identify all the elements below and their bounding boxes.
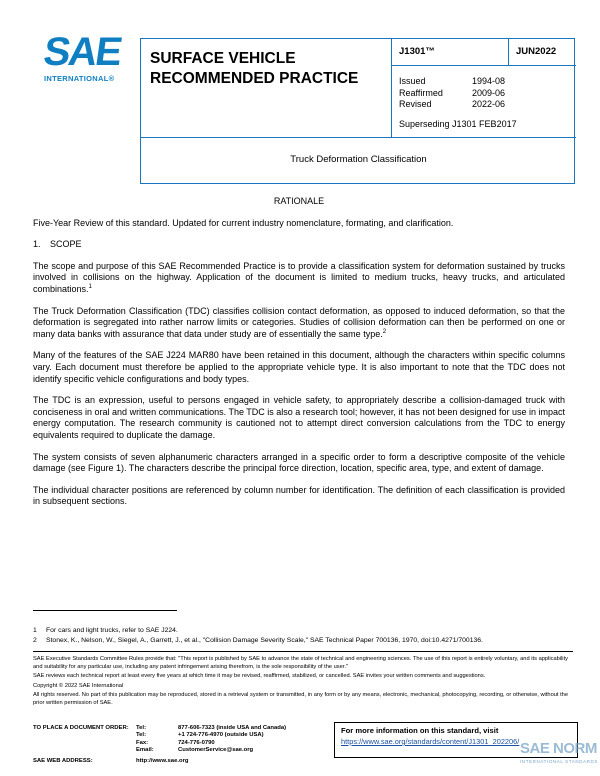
logo-mark: SAE [40, 30, 124, 74]
document-dates [399, 76, 505, 111]
section-number: 1. [33, 239, 41, 250]
document-date: JUN2022 [516, 46, 557, 57]
date-row [399, 76, 505, 88]
rationale-text: Five-Year Review of this standard. Updated for current industry nomenclature, formating, and clarification. [33, 217, 454, 228]
paragraph [33, 306, 565, 341]
footnote-mark: 1 [33, 627, 37, 634]
paragraph: The individual character positions are referenced by column number for identification. The definition of each classification is provided in subsequent sections. [33, 484, 565, 507]
web-address-row [33, 758, 188, 764]
contact-value[interactable]: 877-606-7323 (inside USA and Canada) [178, 725, 287, 731]
contact-value: 724-776-0790 [178, 739, 215, 746]
header-divider [141, 137, 576, 138]
contact-key: Email: [136, 747, 154, 754]
footnote-text: For cars and light trucks, refer to SAE J224. [46, 627, 178, 634]
superseding-note: Superseding J1301 FEB2017 [399, 119, 517, 129]
header-divider [391, 65, 576, 66]
order-label: TO PLACE A DOCUMENT ORDER: [33, 725, 129, 731]
email-link[interactable]: CustomerService@sae.org [178, 747, 254, 754]
contact-key: Tel: [136, 732, 147, 739]
legal-notice [33, 656, 568, 710]
legal-separator [33, 651, 573, 652]
legal-paragraph: SAE Executive Standards Committee Rules provide that: "This report is published by SAE to advance the state of technical and engineering sciences. The use of this report is entirely voluntary, and its applicability and suitability for any particular use, including any patent infringement arising therefrom, is the sole responsibility of the user." [33, 656, 568, 670]
date-value: 2009-06 [472, 87, 506, 98]
rationale-heading: RATIONALE [273, 196, 325, 206]
sae-logo [34, 30, 130, 86]
date-row [399, 88, 505, 100]
footnote [33, 636, 573, 646]
paragraph-text: The scope and purpose of this SAE Recommended Practice is to provide a classification system for deformation sustained by trucks involved in collisions on the highway. Application of the document is limited to medium trucks, heavy trucks, and articulated combinations. [33, 260, 565, 294]
date-row [399, 99, 505, 111]
paragraph: Many of the features of the SAE J224 MAR80 have been retained in this document, although the characters within specific columns vary. Each document must therefore be applied to the appropriate vehicle type. It is also important to note that the TDC does not identify specific vehicle configurations and body types. [33, 350, 565, 384]
order-contact [33, 725, 286, 755]
footnote-text: Stonex, K., Nelson, W., Siegel, A., Garrett, J., et al., "Collision Damage Severity Scale," SAE Technical Paper 700136, 1970, doi:10.4271/700136. [46, 637, 483, 644]
document-type-line2: RECOMMENDED PRACTICE [150, 70, 359, 87]
document-type [150, 49, 390, 89]
document-title: Truck Deformation Classification [290, 154, 427, 165]
footnote-rule [33, 610, 177, 611]
section-title: SCOPE [50, 239, 82, 250]
paragraph [33, 261, 565, 296]
document-number: J1301™ [399, 46, 435, 57]
legal-paragraph: All rights reserved. No part of this publication may be reproduced, stored in a retrieval system or transmitted, in any form or by any means, electronic, mechanical, photocopying, recording, or otherwise, without the prior written permission of SAE. [33, 692, 568, 706]
legal-paragraph: SAE reviews each technical report at least every five years at which time it may be revised, reaffirmed, stabilized, or cancelled. SAE invites your written comments and suggestions. [33, 673, 486, 680]
contact-key: Fax: [136, 739, 149, 746]
contact-row [33, 747, 286, 754]
contact-row [33, 740, 286, 747]
paragraph-text: The Truck Deformation Classification (TDC) classifies collision contact deformation, as opposed to induced deformation, so that the deformation is segregated into rather narrow limits or categories. Studies of collision deformation can then be performed on one or many data banks with assurance that data under study are of essentially the same type. [33, 305, 565, 339]
web-label: SAE WEB ADDRESS: [33, 758, 93, 764]
document-body [33, 196, 565, 518]
header-box [140, 38, 575, 184]
contact-row [33, 725, 286, 732]
header-divider [508, 39, 509, 65]
footnote-ref[interactable]: 2 [382, 328, 387, 335]
date-value: 1994-08 [472, 76, 506, 86]
document-type-line1: SURFACE VEHICLE [150, 50, 296, 67]
standard-link[interactable]: https://www.sae.org/standards/content/J1301_202206/ [341, 737, 520, 746]
contact-key: Tel: [136, 725, 147, 731]
date-label: Reaffirmed [399, 87, 443, 98]
watermark-subtext: INTERNATIONAL STANDARDS [520, 759, 598, 764]
watermark [520, 740, 598, 774]
date-label: Revised [399, 99, 432, 109]
date-value: 2022-06 [472, 99, 506, 109]
paragraph: The system consists of seven alphanumeric characters arranged in a specific order to form a descriptive composite of the vehicle damage (see Figure 1). The characters describe the principal force direction, location, specific area, type, and extent of damage. [33, 451, 565, 474]
more-info-text: For more information on this standard, visit [341, 726, 499, 735]
paragraph: The TDC is an expression, useful to persons engaged in vehicle safety, to appropriately describe a collision-damaged truck with conciseness in oral and written communications. The TDC is also a research tool; however, it has not been designed for use in impact energy computation. The research community is cautioned not to attempt direct conversion calculations from the TDC to energy equivalents required to duplicate the damage. [33, 395, 565, 440]
logo-subtitle: INTERNATIONAL® [44, 74, 115, 83]
scope-heading [33, 239, 565, 251]
contact-value[interactable]: +1 724-776-4970 (outside USA) [178, 732, 264, 739]
footnote-mark: 2 [33, 637, 37, 644]
footnotes [33, 626, 573, 646]
copyright: Copyright © 2022 SAE International [33, 682, 124, 689]
footnote-ref[interactable]: 1 [88, 283, 92, 290]
date-label: Issued [399, 76, 426, 86]
watermark-text: SAE NORM [520, 740, 597, 757]
header-divider [391, 39, 392, 137]
footnote [33, 626, 573, 636]
web-link[interactable]: http://www.sae.org [136, 758, 189, 764]
contact-row [33, 732, 286, 739]
